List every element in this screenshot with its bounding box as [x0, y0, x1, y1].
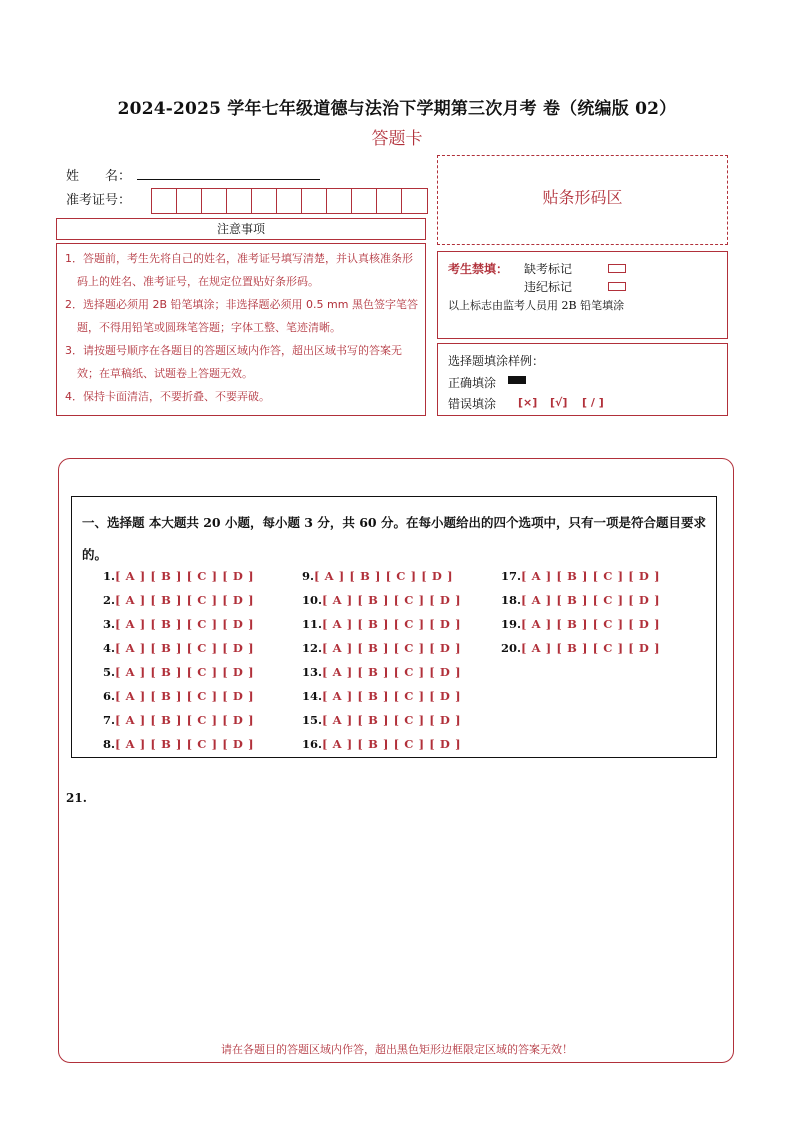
exam-id-digit-box[interactable] [302, 189, 327, 213]
question-number: 13. [302, 665, 323, 679]
answer-options[interactable]: [ A ] [ B ] [ C ] [ D ] [521, 617, 661, 631]
page-title: 2024-2025 学年七年级道德与法治下学期第三次月考 卷（统编版 02） [117, 99, 677, 119]
exam-id-boxes[interactable] [151, 188, 428, 214]
question-number: 6. [103, 689, 116, 703]
correct-fill-swatch [508, 376, 526, 384]
wrong-mark-slash: [ / ] [582, 396, 604, 409]
choice-question-row[interactable] [302, 569, 453, 583]
question-number: 1. [103, 569, 116, 583]
question-21-label: 21. [66, 791, 87, 805]
page-subtitle: 答题卡 [371, 129, 423, 149]
choice-question-row[interactable] [103, 689, 254, 703]
choice-question-row[interactable] [302, 689, 461, 703]
question-number: 11. [302, 617, 323, 631]
name-label: 姓 名： [66, 169, 132, 184]
question-number: 3. [103, 617, 116, 631]
answer-options[interactable]: [ A ] [ B ] [ C ] [ D ] [521, 569, 661, 583]
choice-question-row[interactable] [501, 641, 660, 655]
question-number: 8. [103, 737, 116, 751]
correct-fill-label: 正确填涂 [448, 376, 497, 390]
answer-options[interactable]: [ A ] [ B ] [ C ] [ D ] [115, 593, 255, 607]
answer-options[interactable]: [ A ] [ B ] [ C ] [ D ] [322, 641, 462, 655]
question-number: 18. [501, 593, 522, 607]
wrong-mark-check: [√] [550, 396, 568, 409]
answer-options[interactable]: [ A ] [ B ] [ C ] [ D ] [115, 737, 255, 751]
question-number: 20. [501, 641, 522, 655]
choice-question-row[interactable] [103, 737, 254, 751]
exam-id-digit-box[interactable] [402, 189, 427, 213]
exam-id-digit-box[interactable] [377, 189, 402, 213]
choice-question-row[interactable] [302, 737, 461, 751]
question-number: 2. [103, 593, 116, 607]
violation-mark-box[interactable] [608, 282, 626, 291]
answer-options[interactable]: [ A ] [ B ] [ C ] [ D ] [322, 737, 462, 751]
answer-options[interactable]: [ A ] [ B ] [ C ] [ D ] [322, 593, 462, 607]
choice-section [71, 496, 717, 758]
question-number: 19. [501, 617, 522, 631]
barcode-area: 贴条形码区 [437, 155, 728, 245]
choice-question-row[interactable] [103, 665, 254, 679]
answer-options[interactable]: [ A ] [ B ] [ C ] [ D ] [115, 689, 255, 703]
answer-options[interactable]: [ A ] [ B ] [ C ] [ D ] [322, 665, 462, 679]
exam-id-digit-box[interactable] [177, 189, 202, 213]
exam-id-digit-box[interactable] [277, 189, 302, 213]
question-number: 16. [302, 737, 323, 751]
answer-options[interactable]: [ A ] [ B ] [ C ] [ D ] [322, 689, 462, 703]
answer-options[interactable]: [ A ] [ B ] [ C ] [ D ] [115, 713, 255, 727]
examiner-only-box [437, 251, 728, 339]
answer-options[interactable]: [ A ] [ B ] [ C ] [ D ] [322, 617, 462, 631]
choice-question-row[interactable] [103, 641, 254, 655]
choice-question-row[interactable] [501, 593, 660, 607]
choice-question-row[interactable] [103, 617, 254, 631]
question-number: 4. [103, 641, 116, 655]
choice-question-row[interactable] [302, 665, 461, 679]
exam-id-digit-box[interactable] [327, 189, 352, 213]
notice-body [56, 243, 426, 416]
forbidden-label: 考生禁填： [448, 262, 509, 276]
answer-options[interactable]: [ A ] [ B ] [ C ] [ D ] [314, 569, 454, 583]
notice-item-3: 3．请按题号顺序在各题目的答题区域内作答，超出区域书写的答案无效；在草稿纸、试题卷上答题无效。 [65, 344, 402, 380]
name-field[interactable] [137, 179, 320, 180]
answer-options[interactable]: [ A ] [ B ] [ C ] [ D ] [115, 665, 255, 679]
absent-mark-label: 缺考标记 [524, 262, 573, 276]
answer-options[interactable]: [ A ] [ B ] [ C ] [ D ] [322, 713, 462, 727]
wrong-mark-cross: [×] [518, 396, 538, 409]
choice-question-row[interactable] [302, 641, 461, 655]
exam-id-digit-box[interactable] [202, 189, 227, 213]
exam-id-digit-box[interactable] [227, 189, 252, 213]
notice-item-2: 2．选择题必须用 2B 铅笔填涂；非选择题必须用 0.5 mm 黑色签字笔答题，不得用铅笔或圆珠笔答题；字体工整、笔迹清晰。 [65, 298, 418, 334]
absent-mark-box[interactable] [608, 264, 626, 273]
answer-options[interactable]: [ A ] [ B ] [ C ] [ D ] [115, 641, 255, 655]
wrong-fill-label: 错误填涂 [448, 397, 497, 411]
choice-question-row[interactable] [302, 713, 461, 727]
choice-question-row[interactable] [302, 593, 461, 607]
exam-id-digit-box[interactable] [252, 189, 277, 213]
choice-question-row[interactable] [501, 617, 660, 631]
choice-question-row[interactable] [501, 569, 660, 583]
forbidden-note: 以上标志由监考人员用 2B 铅笔填涂 [448, 299, 625, 312]
answer-options[interactable]: [ A ] [ B ] [ C ] [ D ] [115, 569, 255, 583]
question-number: 14. [302, 689, 323, 703]
question-number: 7. [103, 713, 116, 727]
question-number: 12. [302, 641, 323, 655]
answer-options[interactable]: [ A ] [ B ] [ C ] [ D ] [115, 617, 255, 631]
question-number: 15. [302, 713, 323, 727]
exam-id-digit-box[interactable] [352, 189, 377, 213]
question-number: 5. [103, 665, 116, 679]
choice-question-row[interactable] [103, 593, 254, 607]
question-number: 10. [302, 593, 323, 607]
fill-sample-box [437, 343, 728, 416]
footer-warning: 请在各题目的答题区域内作答，超出黑色矩形边框限定区域的答案无效！ [221, 1043, 573, 1056]
question-21-answer-area[interactable] [70, 815, 720, 1030]
violation-mark-label: 违纪标记 [524, 280, 573, 294]
question-number: 9. [302, 569, 315, 583]
choice-question-row[interactable] [302, 617, 461, 631]
notice-item-4: 4．保持卡面清洁，不要折叠、不要弄破。 [65, 390, 270, 403]
choice-question-row[interactable] [103, 713, 254, 727]
answer-options[interactable]: [ A ] [ B ] [ C ] [ D ] [521, 641, 661, 655]
choice-question-row[interactable] [103, 569, 254, 583]
exam-id-digit-box[interactable] [152, 189, 177, 213]
answer-options[interactable]: [ A ] [ B ] [ C ] [ D ] [521, 593, 661, 607]
fill-sample-title: 选择题填涂样例： [448, 354, 545, 368]
id-label: 准考证号： [66, 193, 132, 208]
notice-item-1: 1．答题前，考生先将自己的姓名，准考证号填写清楚，并认真核准条形码上的姓名、准考证号，在规定位置贴好条形码。 [65, 252, 413, 288]
notice-heading: 注意事项 [56, 218, 426, 240]
choice-heading: 一、选择题 本大题共 20 小题，每小题 3 分，共 60 分。在每小题给出的四个选项中，只有一项是符合题目要求的。 [82, 515, 706, 562]
question-number: 17. [501, 569, 522, 583]
